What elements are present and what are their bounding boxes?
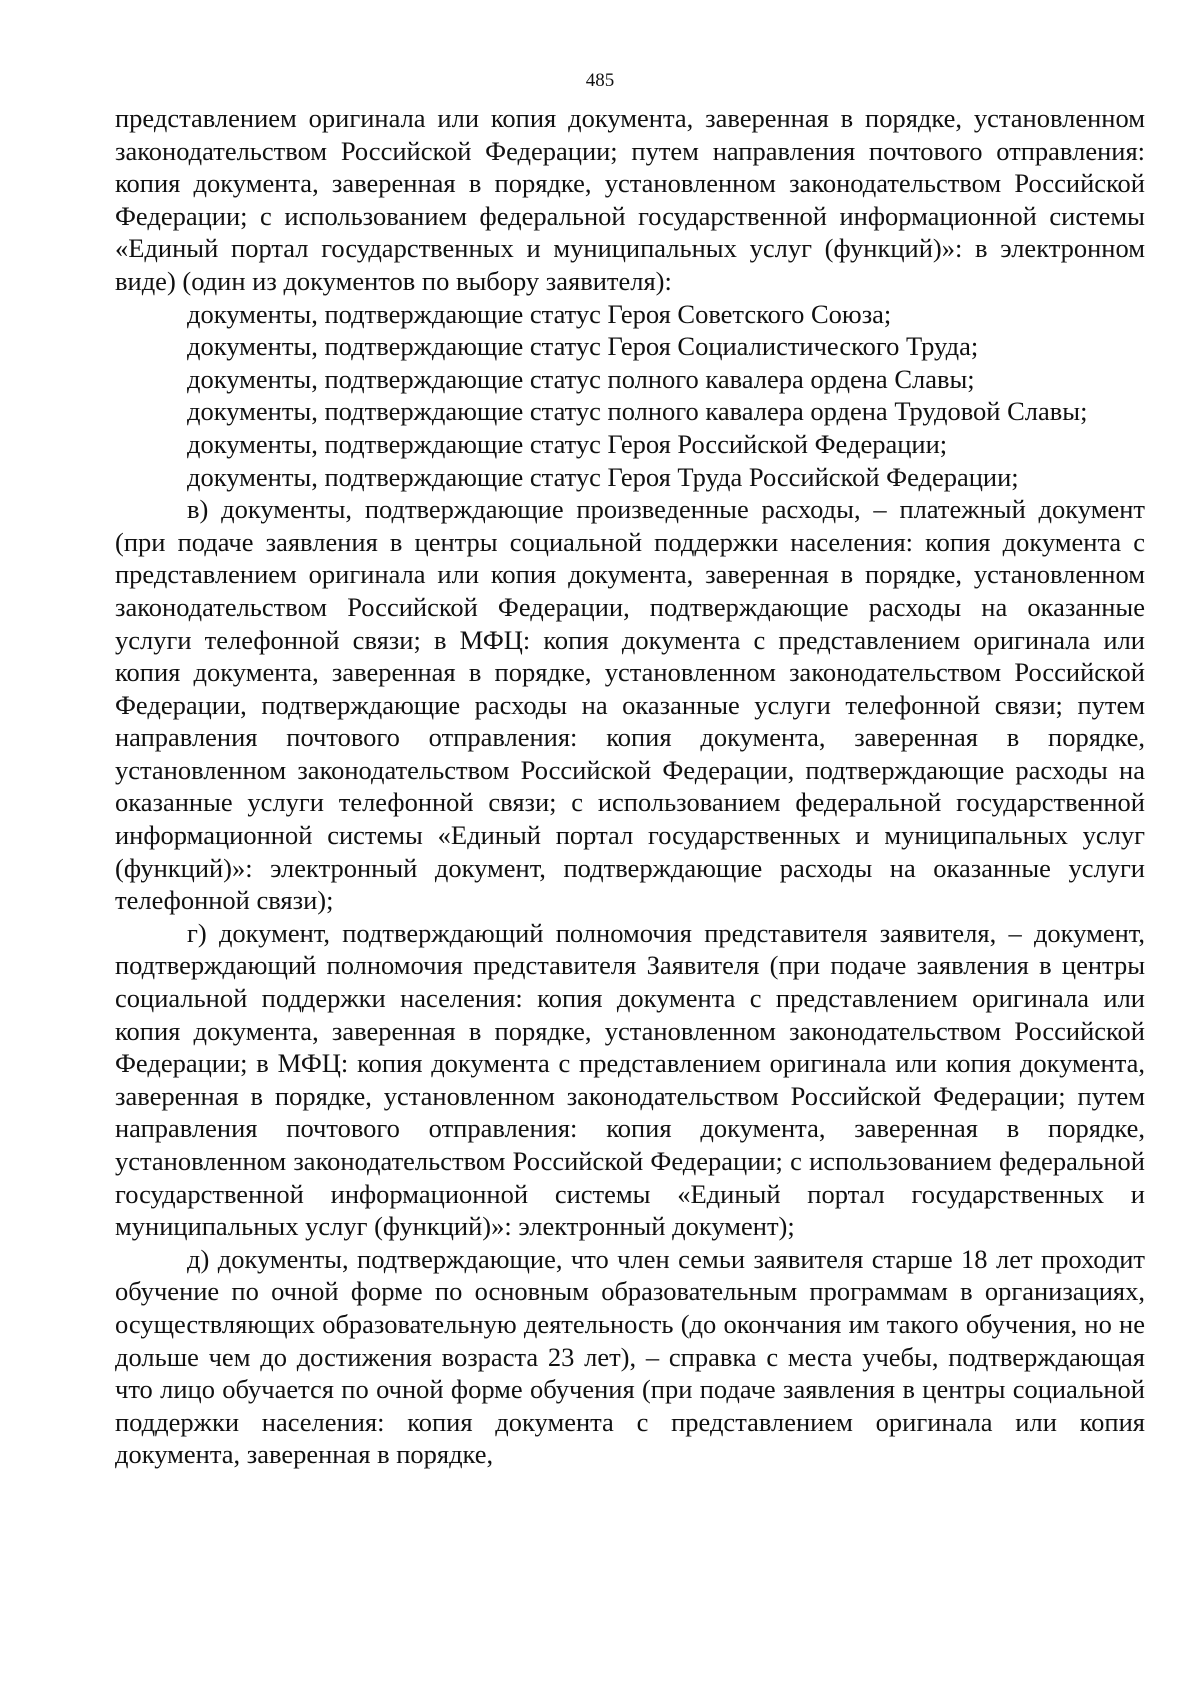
status-documents-list (115, 298, 1145, 494)
list-item: документы, подтверждающие статус Героя Советского Союза; (187, 298, 892, 329)
paragraph-v-expense-documents: в) документы, подтверждающие произведенные расходы, – платежный документ (при подаче заявления в центры социальной поддержки населения: копия документа с представлением оригинала или копия документа, заверенная в порядке, установленном законодательством Российской Федерации, подтверждающие расходы на оказанные услуги телефонной связи; в МФЦ: копия документа с представлением оригинала или копия документа, заверенная в порядке, установленном законодательством Российской Федерации, подтверждающие расходы на оказанные услуги телефонной связи; путем направления почтового отправления: копия документа, заверенная в порядке, установленном законодательством Российской Федерации, подтверждающие расходы на оказанные услуги телефонной связи; с использованием федеральной государственной информационной системы «Единый портал государственных и муниципальных услуг (функций)»: электронный документ, подтверждающие расходы на оказанные услуги телефонной связи); (115, 494, 1145, 916)
page-number: 485 (585, 70, 615, 91)
list-item: документы, подтверждающие статус Героя Труда Российской Федерации; (187, 461, 1019, 492)
paragraph-intro-continuation: представлением оригинала или копия документа, заверенная в порядке, установленном законодательством Российской Федерации; путем направления почтового отправления: копия документа, заверенная в порядке, установленном законодательством Российской Федерации; с использованием федеральной государственной информационной системы «Единый портал государственных и муниципальных услуг (функций)»: в электронном виде) (один из документов по выбору заявителя): (115, 103, 1145, 296)
list-item: документы, подтверждающие статус полного кавалера ордена Трудовой Славы; (187, 396, 1088, 427)
paragraph-d-education-documents: д) документы, подтверждающие, что член семьи заявителя старше 18 лет проходит обучение по очной форме по основным образовательным программам в организациях, осуществляющих образовательную деятельность (до окончания им такого обучения, но не дольше чем до достижения возраста 23 лет), – справка с места учебы, подтверждающая что лицо обучается по очной форме обучения (при подаче заявления в центры социальной поддержки населения: копия документа с представлением оригинала или копия документа, заверенная в порядке, (115, 1243, 1145, 1470)
list-item: документы, подтверждающие статус полного кавалера ордена Славы; (187, 363, 975, 394)
list-item: документы, подтверждающие статус Героя Социалистического Труда; (187, 331, 979, 362)
paragraph-g-representative-authority: г) документ, подтверждающий полномочия представителя заявителя, – документ, подтверждающий полномочия представителя Заявителя (при подаче заявления в центры социальной поддержки населения: копия документа с представлением оригинала или копия документа, заверенная в порядке, установленном законодательством Российской Федерации; в МФЦ: копия документа с представлением оригинала или копия документа, заверенная в порядке, установленном законодательством Российской Федерации; путем направления почтового отправления: копия документа, заверенная в порядке, установленном законодательством Российской Федерации; с использованием федеральной государственной информационной системы «Единый портал государственных и муниципальных услуг (функций)»: электронный документ); (115, 917, 1145, 1242)
list-item: документы, подтверждающие статус Героя Российской Федерации; (187, 428, 948, 459)
document-body (115, 102, 1145, 1471)
